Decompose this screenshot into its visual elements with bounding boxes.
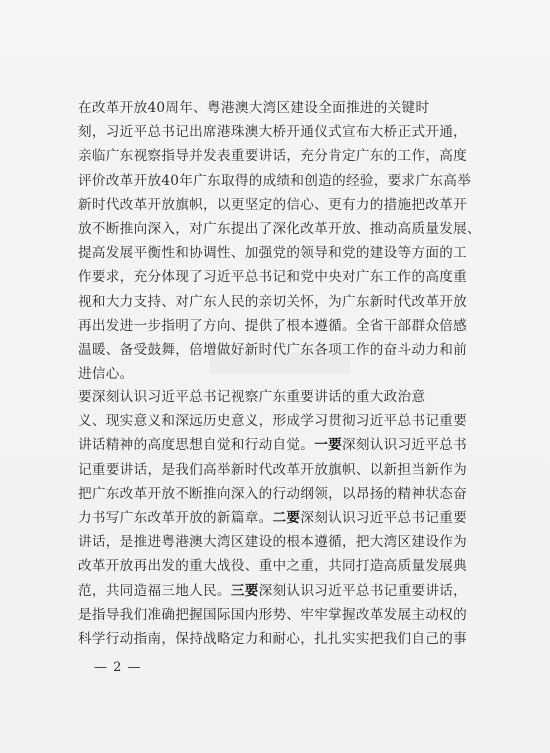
paragraph-line: 要深刻认识习近平总书记视察广东重要讲话的重大政治意 [78, 389, 426, 405]
paragraph-line: 进信心。 [78, 366, 134, 383]
paragraph-line: 温暖、备受鼓舞，倍增做好新时代广东各项工作的奋斗动力和前 [78, 341, 468, 358]
paragraph-line [78, 506, 486, 530]
paragraph-1 [78, 96, 486, 386]
paragraph-2 [78, 385, 486, 651]
paragraph-text: 讲话精神的高度思想自觉和行动自觉。 [78, 437, 315, 454]
paragraph-line: 是指导我们准确把握国际国内形势、牢牢掌握改革发展主动权的 [78, 606, 468, 623]
paragraph-line: 科学行动指南，保持战略定力和耐心，扎扎实实把我们自己的事 [78, 630, 468, 647]
emphasis-third: 三要 [230, 582, 259, 599]
paragraph-text: 深刻认识习近平总书 [342, 437, 468, 454]
paragraph-text: 深刻认识习近平总书记重要 [300, 509, 468, 526]
paragraph-line: 记重要讲话，是我们高举新时代改革开放旗帜、以新担当新作为 [78, 461, 468, 478]
paragraph-text: 深刻认识习近平总书记重要讲话， [258, 582, 468, 599]
paragraph-text: 力书写广东改革开放的新篇章。 [78, 509, 273, 526]
paragraph-line: 放不断推向深入，对广东提出了深化改革开放、推动高质量发展、 [78, 220, 481, 237]
paragraph-line: 义、现实意义和深远历史意义，形成学习贯彻习近平总书记重要 [78, 413, 468, 430]
emphasis-second: 二要 [272, 509, 301, 526]
paragraph-line: 新时代改革开放旗帜，以更坚定的信心、更有力的措施把改革开 [78, 196, 468, 213]
paragraph-line: 把广东改革开放不断推向深入的行动纲领，以昂扬的精神状态奋 [78, 485, 468, 502]
paragraph-line: 刻，习近平总书记出席港珠澳大桥开通仪式宣布大桥正式开通， [78, 124, 468, 141]
paragraph-line: 评价改革开放40年广东取得的成绩和创造的经验，要求广东高举 [78, 172, 472, 189]
emphasis-first: 一要 [314, 437, 342, 454]
paragraph-line: 作要求，充分体现了习近平总书记和党中央对广东工作的高度重 [78, 269, 468, 286]
paragraph-line: 再出发进一步指明了方向、提供了根本遵循。全省干部群众倍感 [78, 317, 468, 334]
paragraph-line: 在改革开放40周年、粤港澳大湾区建设全面推进的关键时 [78, 100, 430, 116]
paragraph-line [78, 579, 486, 603]
paragraph-text: 范，共同造福三地人民。 [78, 582, 231, 599]
paragraph-line: 提高发展平衡性和协调性、加强党的领导和党的建设等方面的工 [78, 245, 468, 262]
paragraph-line: 改革开放再出发的重大战役、重中之重，共同打造高质量发展典 [78, 558, 468, 575]
paragraph-line [78, 433, 486, 457]
paragraph-line: 视和大力支持、对广东人民的亲切关怀，为广东新时代改革开放 [78, 293, 468, 310]
paragraph-line: 亲临广东视察指导并发表重要讲话，充分肯定广东的工作，高度 [78, 148, 468, 165]
paragraph-line: 讲话，是推进粤港澳大湾区建设的根本遵循，把大湾区建设作为 [78, 534, 468, 551]
page-number: — 2 — [94, 660, 142, 675]
